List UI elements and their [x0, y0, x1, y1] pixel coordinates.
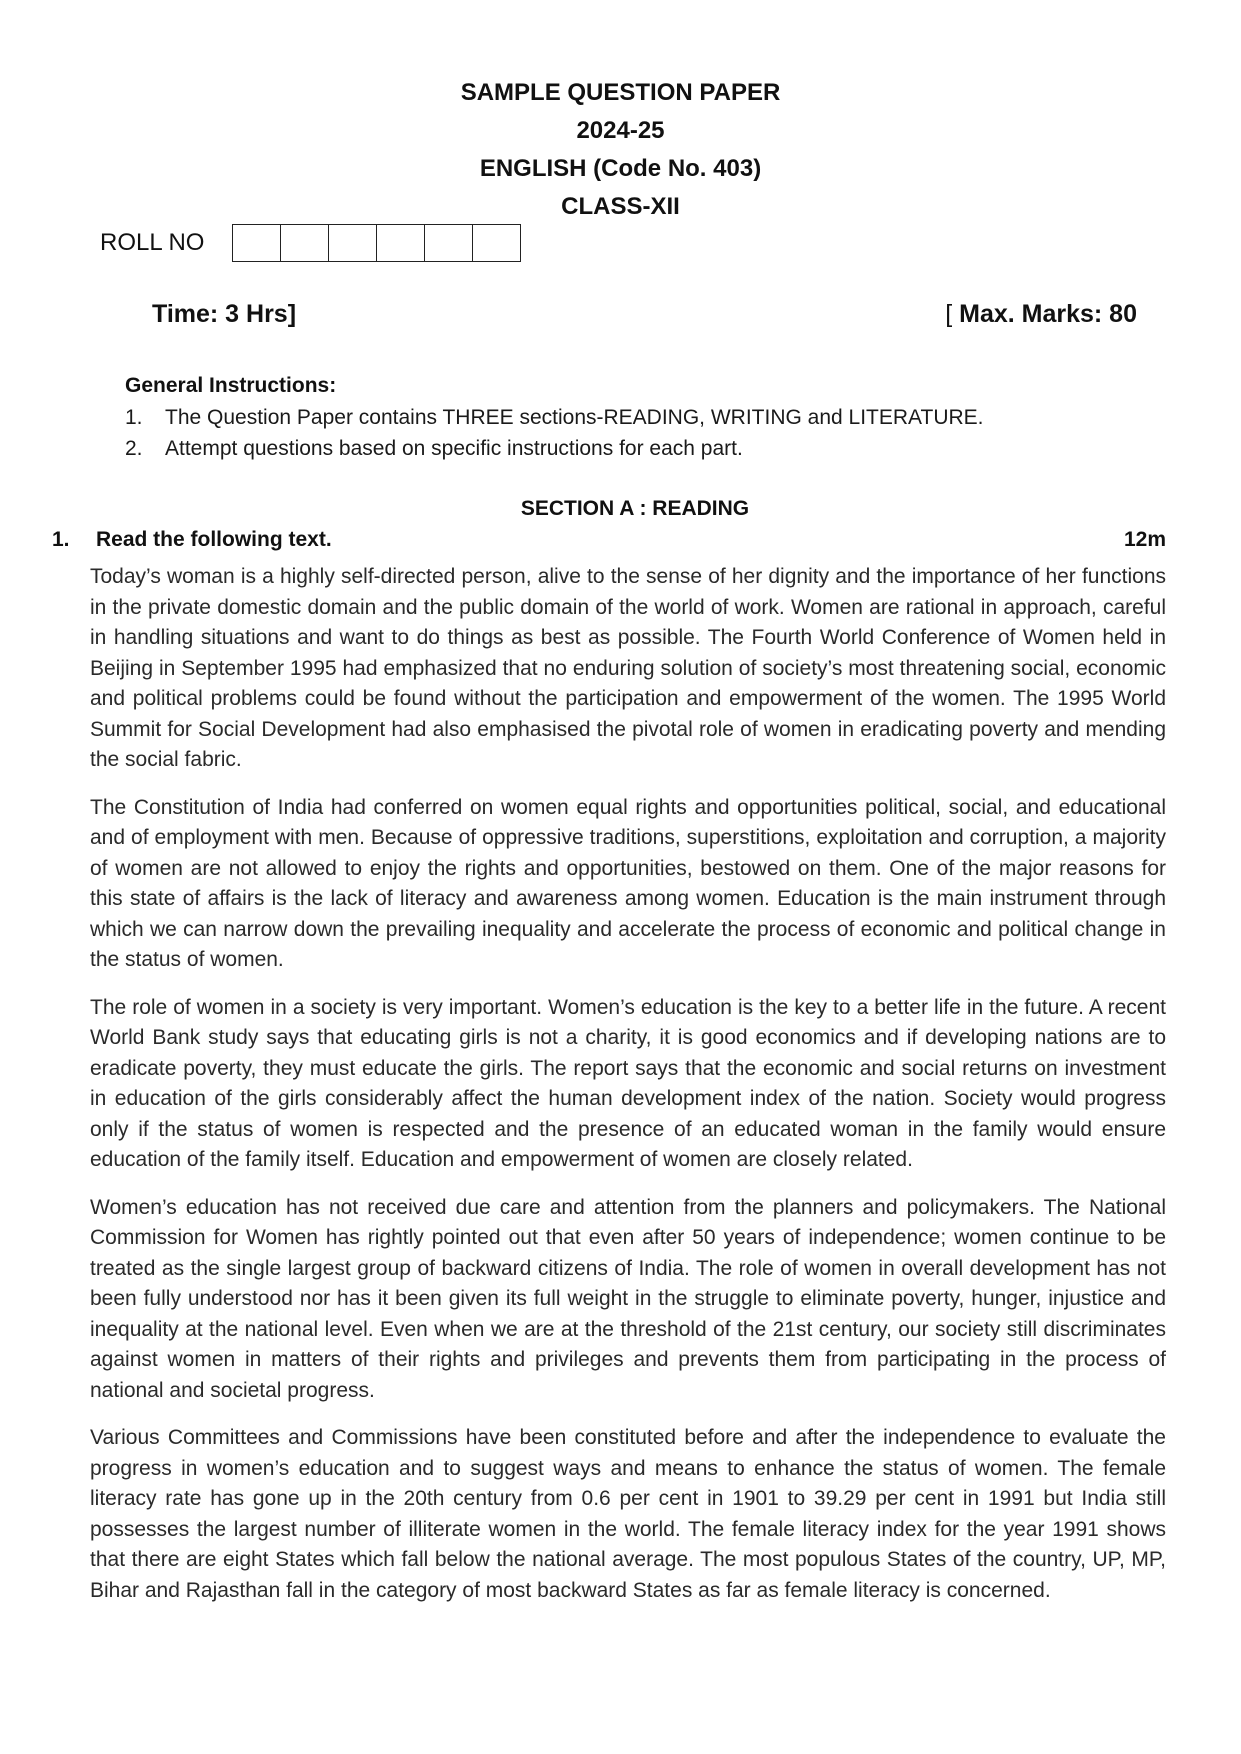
instruction-item	[125, 433, 984, 464]
passage-paragraph: Various Committees and Commissions have been constituted before and after the independence to evaluate the progress in women’s education and to suggest ways and means to enhance the status of women. The female literacy rate has gone up in the 20th century from 0.6 per cent in 1901 to 39.29 per cent in 1991 but India still possesses the largest number of illiterate women in the world. The female literacy index for the year 1991 shows that there are eight States which fall below the national average. The most populous States of the country, UP, MP, Bihar and Rajasthan fall in the category of most backward States as far as female literacy is concerned.	[90, 1426, 1166, 1602]
passage-paragraph: The Constitution of India had conferred on women equal rights and opportunities political, social, and educational and of employment with men. Because of oppressive traditions, superstitions, exploitation and corruption, a majority of women are not allowed to enjoy the rights and opportunities, bestowed on them. One of the major reasons for this state of affairs is the lack of literacy and awareness among women. Education is the main instrument through which we can narrow down the prevailing inequality and accelerate the process of economic and political change in the status of women.	[90, 795, 1166, 971]
max-marks-text: Max. Marks: 80	[959, 300, 1137, 328]
instruction-number: 1.	[125, 406, 143, 429]
roll-number-box[interactable]	[281, 225, 329, 261]
general-instructions-list	[125, 402, 984, 464]
roll-number-box[interactable]	[329, 225, 377, 261]
passage-paragraph: The role of women in a society is very important. Women’s education is the key to a better life in the future. A recent World Bank study says that educating girls is not a charity, it is good economics and if developing nations are to eradicate poverty, they must educate the girls. The report says that the economic and social returns on investment in education of the girls considerably affect the human development index of the nation. Society would progress only if the status of women is respected and the presence of an educated woman in the family would ensure education of the family itself. Education and empowerment of women are closely related.	[90, 995, 1166, 1171]
paper-year: 2024-25	[576, 117, 665, 144]
paper-title: SAMPLE QUESTION PAPER	[460, 79, 781, 106]
instruction-text: The Question Paper contains THREE sections-READING, WRITING and LITERATURE.	[165, 406, 984, 429]
question-1-heading	[52, 528, 1166, 552]
passage-paragraph: Today’s woman is a highly self-directed person, alive to the sense of her dignity and the importance of her functions in the private domestic domain and the public domain of the world of work. Women are rational in approach, careful in handling situations and want to do things as best as possible. The Fourth World Conference of Women held in Beijing in September 1995 had emphasized that no enduring solution of society’s most threatening social, economic and political problems could be found without the participation and empowerment of the women. The 1995 World Summit for Social Development had also emphasised the pivotal role of women in eradicating poverty and mending the social fabric.	[90, 565, 1166, 771]
reading-passage	[90, 562, 1166, 1623]
roll-number-label: ROLL NO	[100, 229, 205, 256]
question-marks: 12m	[1123, 528, 1166, 551]
instruction-item	[125, 402, 984, 433]
general-instructions-title: General Instructions:	[125, 374, 337, 397]
passage-paragraph: Women’s education has not received due care and attention from the planners and policymakers. The National Commission for Women has rightly pointed out that even after 50 years of independence; women continue to be treated as the single largest group of backward citizens of India. The role of women in overall development has not been fully understood nor has it been given its full weight in the struggle to eliminate poverty, hunger, injustice and inequality at the national level. Even when we are at the threshold of the 21st century, our society still discriminates against women in matters of their rights and privileges and prevents them from participating in the process of national and societal progress.	[90, 1195, 1166, 1402]
instruction-number: 2.	[125, 437, 143, 460]
roll-number-row	[100, 224, 521, 262]
section-a-title: SECTION A : READING	[520, 497, 750, 520]
question-number: 1.	[52, 528, 70, 551]
roll-number-box[interactable]	[233, 225, 281, 261]
roll-number-box[interactable]	[425, 225, 473, 261]
roll-number-box[interactable]	[377, 225, 425, 261]
paper-header	[0, 74, 1241, 226]
paper-subject: ENGLISH (Code No. 403)	[479, 155, 762, 182]
roll-number-box[interactable]	[473, 225, 520, 261]
max-marks-bracket: [	[945, 300, 960, 328]
question-text: Read the following text.	[96, 528, 332, 551]
time-allowed: Time: 3 Hrs]	[152, 300, 297, 328]
roll-number-boxes	[232, 224, 521, 262]
instruction-text: Attempt questions based on specific instructions for each part.	[165, 437, 743, 460]
max-marks	[945, 300, 1137, 329]
paper-class: CLASS-XII	[561, 193, 680, 220]
